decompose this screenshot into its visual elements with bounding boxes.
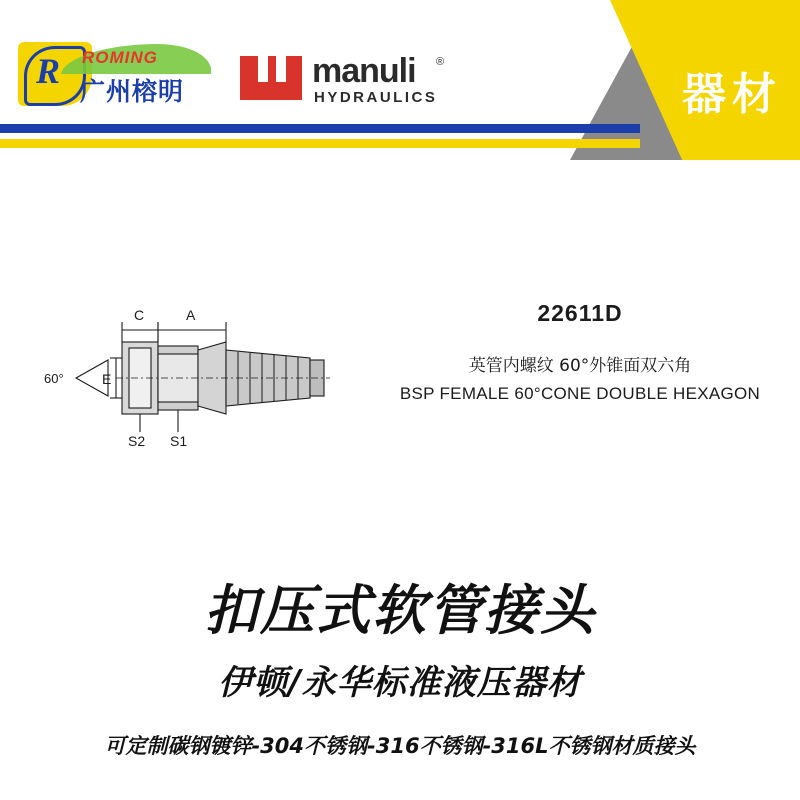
- marketing-footnote: 可定制碳钢镀锌-304不锈钢-316不锈钢-316L不锈钢材质接头: [104, 734, 696, 758]
- marketing-subhead: 伊顿/永华标准液压器材: [218, 663, 582, 703]
- product-spec-text: [370, 300, 790, 404]
- dim-label-a: A: [186, 307, 196, 323]
- dim-label-c: C: [134, 307, 145, 323]
- manuli-m-mark-icon: [240, 56, 302, 100]
- fitting-drawing-svg: [30, 280, 350, 450]
- angle-label: 60°: [44, 371, 64, 386]
- manuli-subtitle: HYDRAULICS: [314, 89, 438, 106]
- manuli-registered-icon: ®: [436, 56, 445, 68]
- dim-label-e: E: [102, 371, 112, 387]
- product-name-chinese: 英管内螺纹 60°外锥面双六角: [468, 356, 692, 376]
- product-technical-drawing: [30, 280, 350, 450]
- marketing-headline: 扣压式软管接头: [204, 579, 596, 642]
- product-section: [0, 270, 800, 470]
- product-code: 22611D: [537, 300, 623, 326]
- roming-badge-letter: R: [36, 51, 61, 91]
- roming-chinese-name: 广州榕明: [80, 77, 185, 106]
- page-header: [0, 0, 800, 160]
- manuli-logo: [240, 52, 480, 116]
- dim-label-s1: S1: [170, 433, 188, 449]
- product-name-english: BSP FEMALE 60°CONE DOUBLE HEXAGON: [399, 384, 761, 403]
- corner-label: 器材: [682, 69, 782, 120]
- roming-latin-name: ROMING: [82, 48, 158, 67]
- blue-stripe-divider: [0, 124, 640, 133]
- roming-logo: [18, 42, 228, 118]
- yellow-stripe-divider: [0, 139, 640, 148]
- dim-label-s2: S2: [128, 433, 146, 449]
- manuli-name: manuli: [312, 52, 416, 90]
